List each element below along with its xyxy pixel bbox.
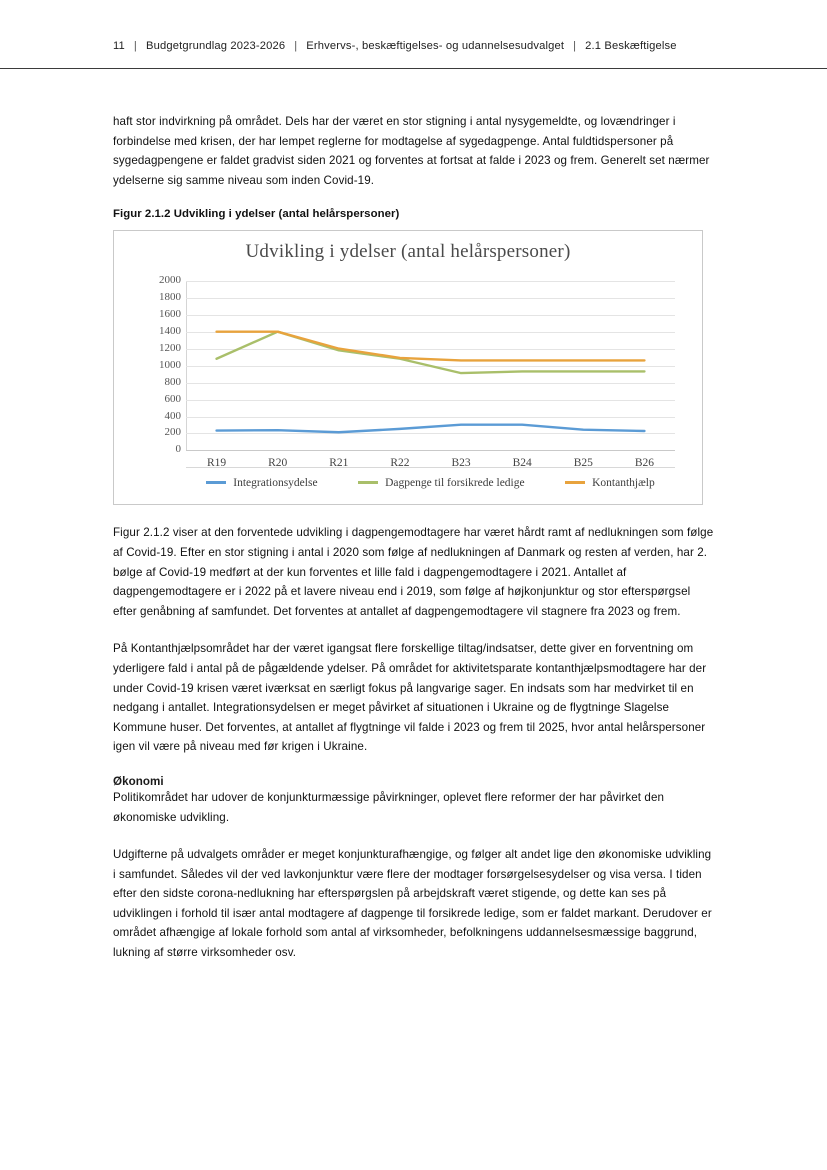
chart-line-kontanthj-lp xyxy=(217,332,645,361)
header-divider xyxy=(0,68,827,69)
paragraph-5: Udgifterne på udvalgets områder er meget konjunkturafhængige, og følger alt andet lige den økonomiske udvikling i samfundet. Således vil der ved lavkonjunktur være flere der modtager forsørgelsesydelser og visa versa. I tiden efter den sidste corona-nedlukning har efterspørgslen på arbejdskraft været stigende, og dette kan ses på udviklingen i forhold til især antal modtagere af dagpenge til forsikrede ledige, som er faldet markant. Derudover er området afhængige af lokale forhold som antal af virksomheder, befolkningens uddannelsesmæssige baggrund, lukning af større virksomheder osv. xyxy=(113,848,712,960)
paragraph-4: Politikområdet har udover de konjunkturmæssige påvirkninger, oplevet flere reformer der har påvirket den økonomiske udvikling. xyxy=(113,790,665,824)
legend-item[interactable] xyxy=(358,477,525,489)
chart-plot-area xyxy=(159,274,675,470)
chart-x-tick: B26 xyxy=(634,457,655,470)
chart-x-tick: B23 xyxy=(451,457,471,470)
paragraph-2: Figur 2.1.2 viser at den forventede udvikling i dagpengemodtagere har været hårdt ramt af nedlukningen som følge af Covid-19. Efter en stor stigning i antal i 2020 som følge af nedlukningen af Danmark og resten af verden, har 2. bølge af Covid-19 medført at der kun forventes et lille fald i dagpengemodtagere i 2021. Antallet af dagpengemodtagere er i 2022 på et lavere niveau end i 2019, som følge af højkonjunktur og stor efterspørgsel efter genåbning af samfundet. Det forventes at antallet af dagpengemodtagere vil stagnere fra 2023 og frem. xyxy=(113,526,714,618)
chart-x-tick: R20 xyxy=(268,457,288,470)
chart-y-tick: 1200 xyxy=(159,341,181,354)
chart-gridline xyxy=(186,450,675,451)
page-header xyxy=(0,30,827,76)
header-separator-2: | xyxy=(294,40,298,52)
legend-label: Kontanthjælp xyxy=(592,476,655,489)
heading-economy: Økonomi xyxy=(113,774,164,788)
chart-y-tick: 1000 xyxy=(159,358,181,371)
legend-swatch-icon xyxy=(206,481,226,484)
chart-y-tick: 2000 xyxy=(159,274,181,287)
chart-title: Udvikling i ydelser (antal helårspersoner) xyxy=(245,241,571,263)
legend-label: Integrationsydelse xyxy=(233,476,318,489)
header-doc-title: Budgetgrundlag 2023-2026 xyxy=(145,40,286,52)
chart-y-tick: 400 xyxy=(164,409,181,422)
document-body xyxy=(113,112,715,963)
chart-y-tick: 600 xyxy=(164,392,181,405)
header-page-number: 11 xyxy=(113,40,125,52)
legend-item[interactable] xyxy=(206,477,317,489)
chart-legend xyxy=(186,467,675,493)
chart-y-tick: 1600 xyxy=(159,308,181,321)
chart-x-tick: B25 xyxy=(573,457,593,470)
header-section: 2.1 Beskæftigelse xyxy=(585,40,677,52)
legend-swatch-icon xyxy=(358,481,378,484)
chart-x-tick: R21 xyxy=(329,457,349,470)
chart-y-tick: 0 xyxy=(175,443,181,456)
chart-line-dagpenge-til-forsikrede-ledige xyxy=(217,332,645,373)
chart-y-tick: 1400 xyxy=(159,325,181,338)
legend-item[interactable] xyxy=(565,477,655,489)
header-separator-1: | xyxy=(133,40,137,52)
chart-x-tick: B24 xyxy=(512,457,532,470)
legend-label: Dagpenge til forsikrede ledige xyxy=(385,476,525,489)
chart-x-tick: R19 xyxy=(206,457,227,470)
header-committee: Erhvervs-, beskæftigelses- og udannelsesudvalget xyxy=(306,40,565,52)
legend-swatch-icon xyxy=(565,481,585,484)
chart-series-lines xyxy=(186,281,675,450)
chart-x-tick: R22 xyxy=(390,457,410,470)
header-separator-3: | xyxy=(573,40,577,52)
chart-y-tick: 800 xyxy=(164,375,181,388)
chart-y-tick: 200 xyxy=(164,426,181,439)
figure-caption: Figur 2.1.2 Udvikling i ydelser (antal helårspersoner) xyxy=(113,208,400,221)
chart-line-integrationsydelse xyxy=(217,425,645,433)
paragraph-3: På Kontanthjælpsområdet har der været igangsat flere forskellige tiltag/indsatser, dette giver en forventning om yderligere fald i antal på de pågældende ydelser. På området for aktivitetsparate kontanthjælpsmodtagere har der under Covid-19 krisen været iværksat en særligt fokus på langvarige sager. En indsats som har medvirket til en nedgang i antallet. Integrationsydelsen er meget påvirket af situationen i Ukraine og de flygtninge Slagelse Kommune huser. Det forventes, at antallet af flygtninge vil falde i 2023 og frem til 2025, hvor antal helårspersoner igen vil være på niveau med før krigen i Ukraine. xyxy=(113,642,707,754)
chart-y-tick: 1800 xyxy=(159,291,181,304)
figure-chart xyxy=(113,230,703,505)
paragraph-1: haft stor indvirkning på området. Dels har der været en stor stigning i antal nysygemeldte, og lovændringer i forbindelse med krisen, der har lempet reglerne for modtagelse af sygedagpenge. Antal fuldtidspersoner på sygedagpengene er faldet gradvist siden 2021 og forventes at fortsat at falde i 2023 og frem. Generelt set nærmer ydelserne sig samme niveau som inden Covid-19. xyxy=(113,115,710,187)
